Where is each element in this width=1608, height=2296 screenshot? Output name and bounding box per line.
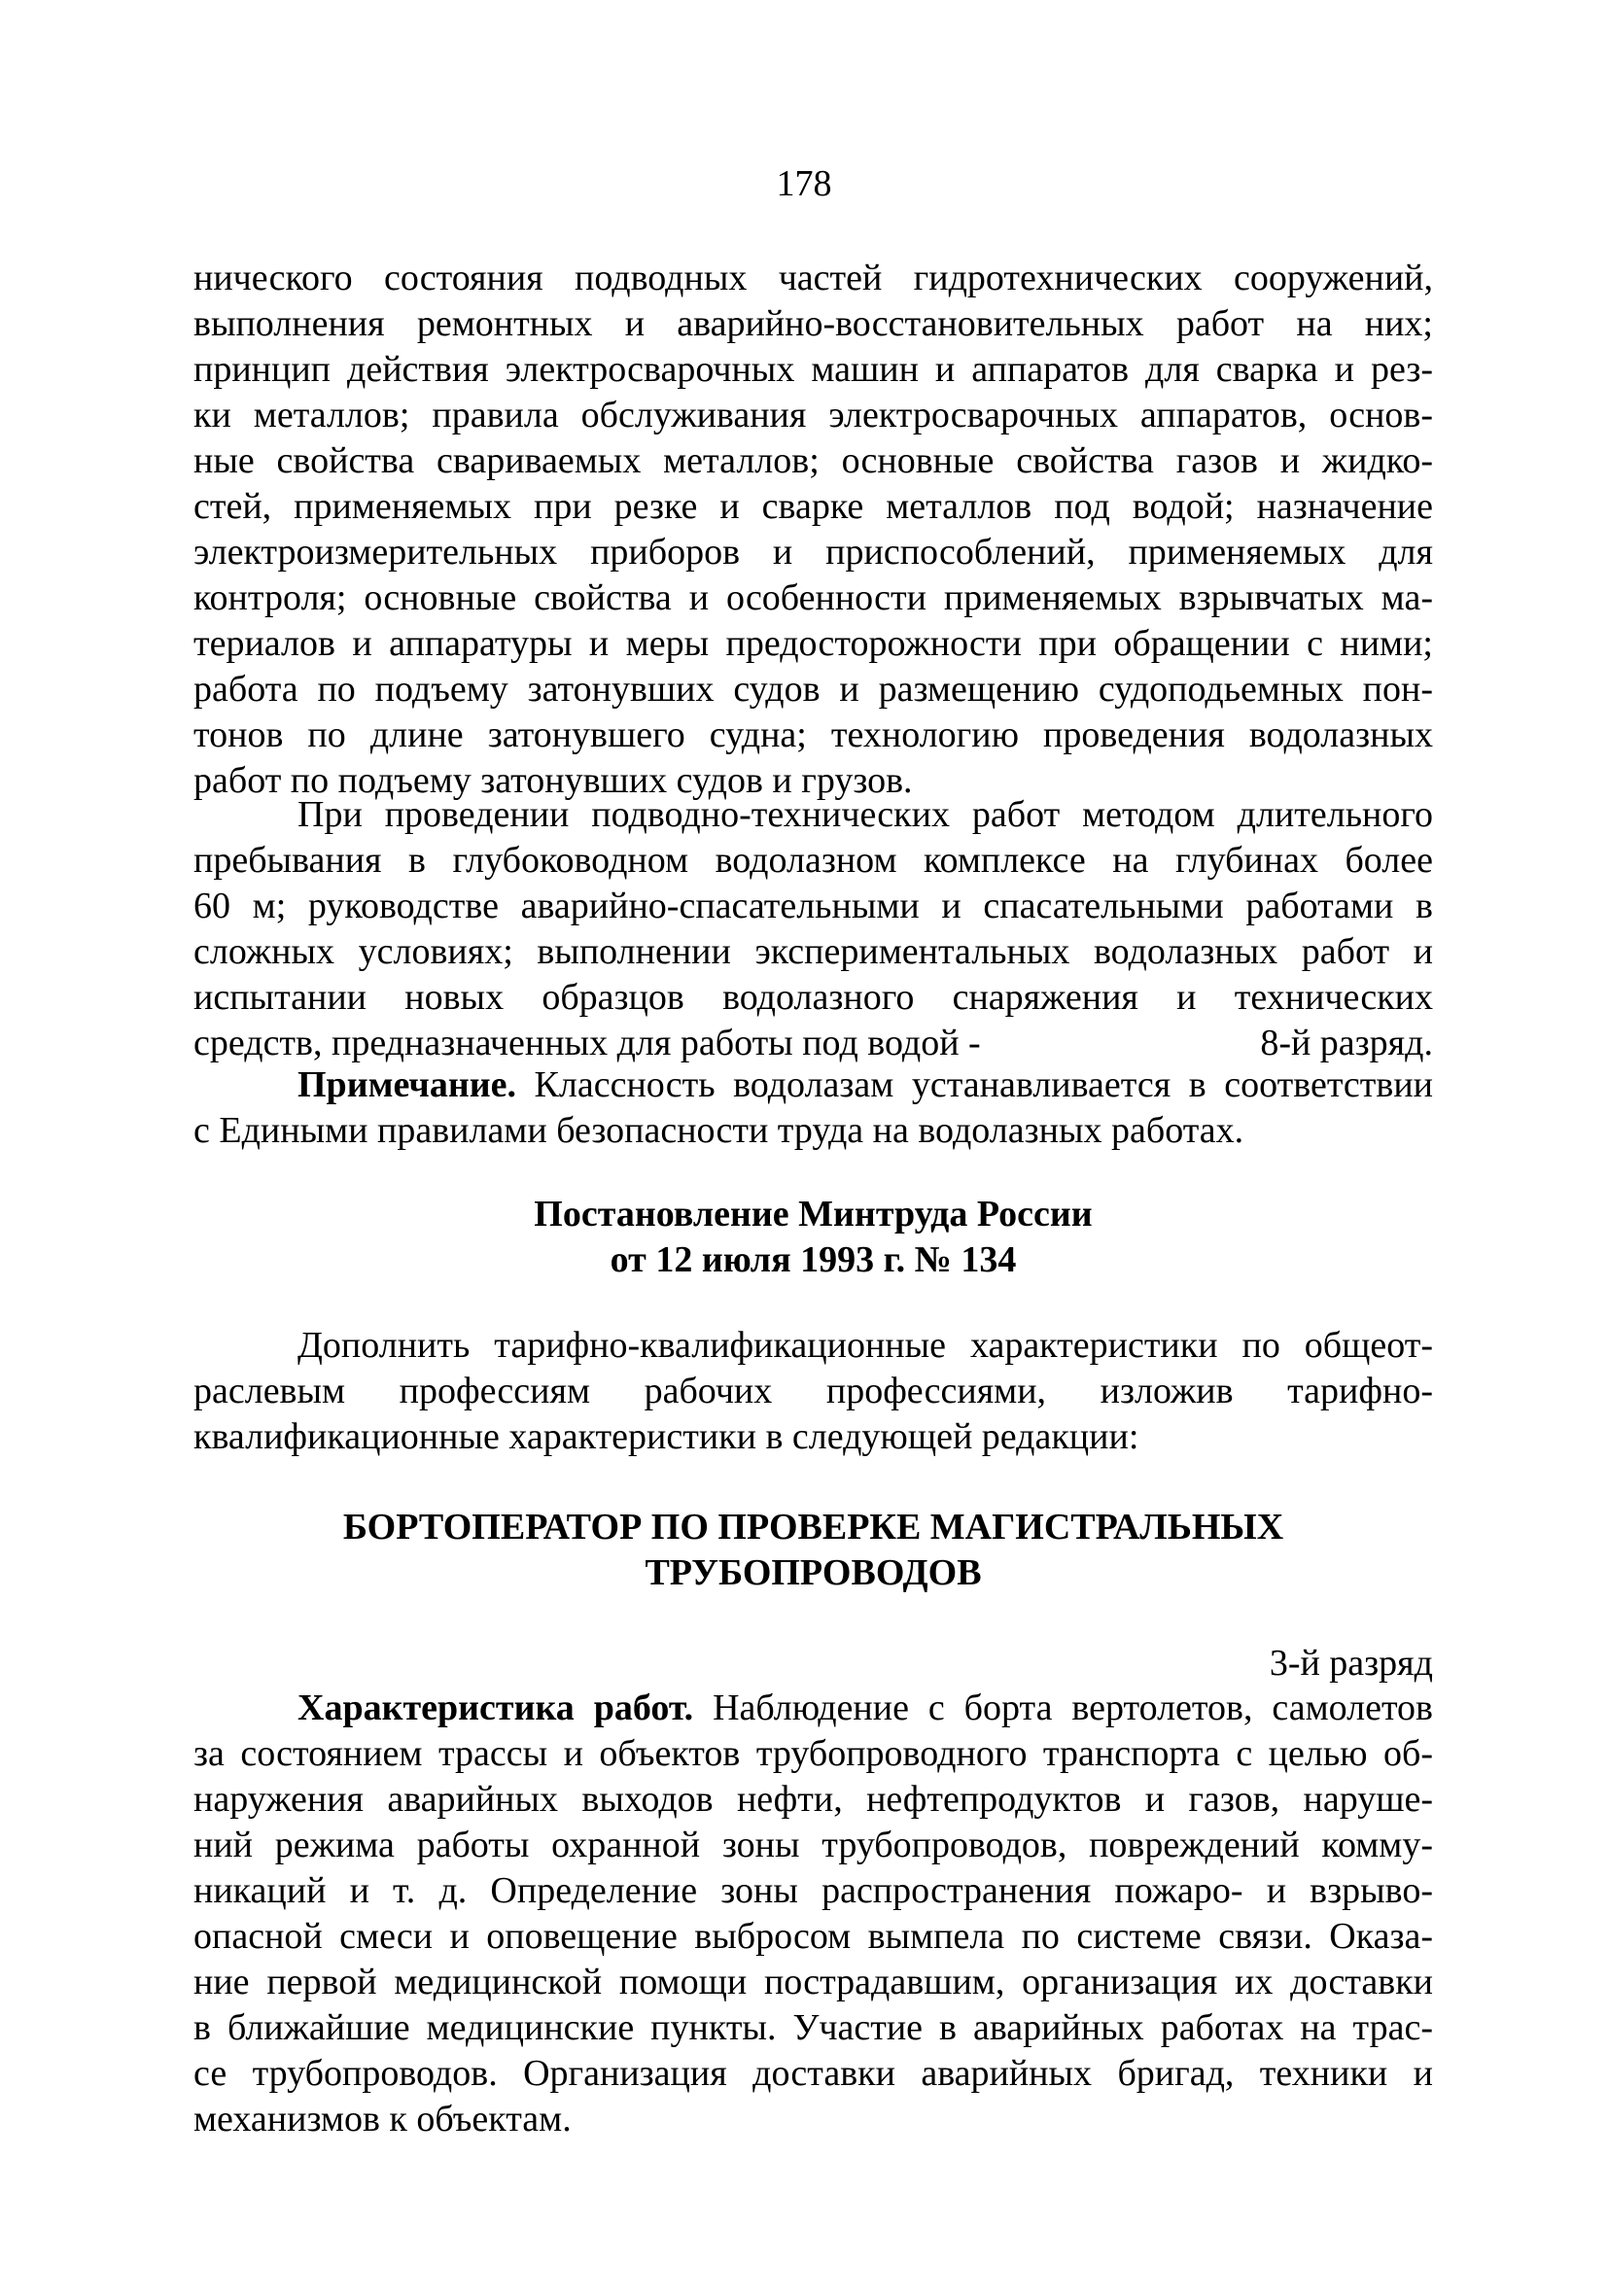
text-line: контроля; основные свойства и особенности применяемых взрывчатых ма-: [193, 577, 1433, 618]
text-line: се трубопроводов. Организация доставки аварийных бригад, техники и: [193, 2053, 1433, 2094]
paragraph-8th-grade-conditions: [193, 792, 1433, 1066]
decree-heading-line: Постановление Минтруда России: [534, 1194, 1093, 1235]
bold-lead: Примечание.: [297, 1064, 516, 1105]
text-line: работ по подъему затонувших судов и грузов.: [193, 760, 913, 801]
text-line: Характеристика работ. Наблюдение с борта вертолетов, самолетов: [297, 1687, 1433, 1728]
text-line: нического состояния подводных частей гидротехнических сооружений,: [193, 258, 1433, 298]
text-line: Примечание. Классность водолазам устанавливается в соответствии: [297, 1064, 1433, 1105]
text-line: выполнения ремонтных и аварийно-восстановительных работ на них;: [193, 303, 1433, 344]
text-line: наружения аварийных выходов нефти, нефтепродуктов и газов, наруше-: [193, 1779, 1433, 1820]
text-line: сложных условиях; выполнении экспериментальных водолазных работ и: [193, 931, 1433, 972]
profession-title-line: ТРУБОПРОВОДОВ: [645, 1552, 982, 1593]
text-line: механизмов к объектам.: [193, 2099, 572, 2139]
text-line: Дополнить тарифно-квалификационные характеристики по общеот-: [297, 1325, 1433, 1366]
text-line: раслевым профессиям рабочих профессиями, изложив тарифно-: [193, 1371, 1433, 1411]
text-line: принцип действия электросварочных машин и аппаратов для сварка и рез-: [193, 349, 1433, 390]
text-line: опасной смеси и оповещение выбросом вымпела по системе связи. Оказа-: [193, 1916, 1433, 1957]
text-line: испытании новых образцов водолазного снаряжения и технических: [193, 977, 1433, 1018]
job-description: [193, 1686, 1433, 2142]
grade-label: 3-й разряд: [1269, 1643, 1433, 1684]
paragraph-note: [193, 1062, 1433, 1154]
text-line: электроизмерительных приборов и приспособлений, применяемых для: [193, 532, 1433, 573]
profession-title: [193, 1505, 1433, 1596]
grade-label: 8-й разряд.: [1260, 1023, 1433, 1063]
text-line-left: средств, предназначенных для работы под водой -: [193, 1023, 981, 1063]
bold-lead: Характеристика работ.: [297, 1687, 694, 1728]
decree-heading: [193, 1192, 1433, 1283]
text-line: пребывания в глубоководном водолазном комплексе на глубинах более: [193, 840, 1433, 881]
page-number: 178: [776, 163, 832, 204]
text-line: квалификационные характеристики в следующей редакции:: [193, 1416, 1139, 1457]
text-line: ные свойства свариваемых металлов; основные свойства газов и жидко-: [193, 440, 1433, 481]
text-line: в ближайшие медицинские пункты. Участие в аварийных работах на трас-: [193, 2007, 1433, 2048]
decree-text: [193, 1323, 1433, 1460]
text-line: за состоянием трассы и объектов трубопроводного транспорта с целью об-: [193, 1733, 1433, 1774]
text-line: стей, применяемых при резке и сварке металлов под водой; назначение: [193, 486, 1433, 527]
text-line: тонов по длине затонувшего судна; технологию проведения водолазных: [193, 714, 1433, 755]
text-line: ний режима работы охранной зоны трубопроводов, повреждений комму-: [193, 1825, 1433, 1865]
text-line: При проведении подводно-технических работ методом длительного: [297, 794, 1433, 835]
decree-heading-date: от 12 июля 1993 г. № 134: [610, 1239, 1017, 1280]
text-line: с Едиными правилами безопасности труда на водолазных работах.: [193, 1110, 1244, 1151]
text-line-with-grade: [193, 1021, 1433, 1066]
text-line: териалов и аппаратуры и меры предосторожности при обращении с ними;: [193, 623, 1433, 664]
text-line: ние первой медицинской помощи пострадавшим, организация их доставки: [193, 1962, 1433, 2002]
text-line: ки металлов; правила обслуживания электросварочных аппаратов, основ-: [193, 395, 1433, 435]
text-line: работа по подъему затонувших судов и размещению судоподьемных пон-: [193, 669, 1433, 710]
profession-title-line: БОРТОПЕРАТОР ПО ПРОВЕРКЕ МАГИСТРАЛЬНЫХ: [342, 1507, 1284, 1548]
paragraph-diver-knowledge: [193, 256, 1433, 804]
text-line: никаций и т. д. Определение зоны распространения пожаро- и взрыво-: [193, 1870, 1433, 1911]
text-line: 60 м; руководстве аварийно-спасательными и спасательными работами в: [193, 886, 1433, 926]
grade-label-block: [193, 1641, 1433, 1687]
